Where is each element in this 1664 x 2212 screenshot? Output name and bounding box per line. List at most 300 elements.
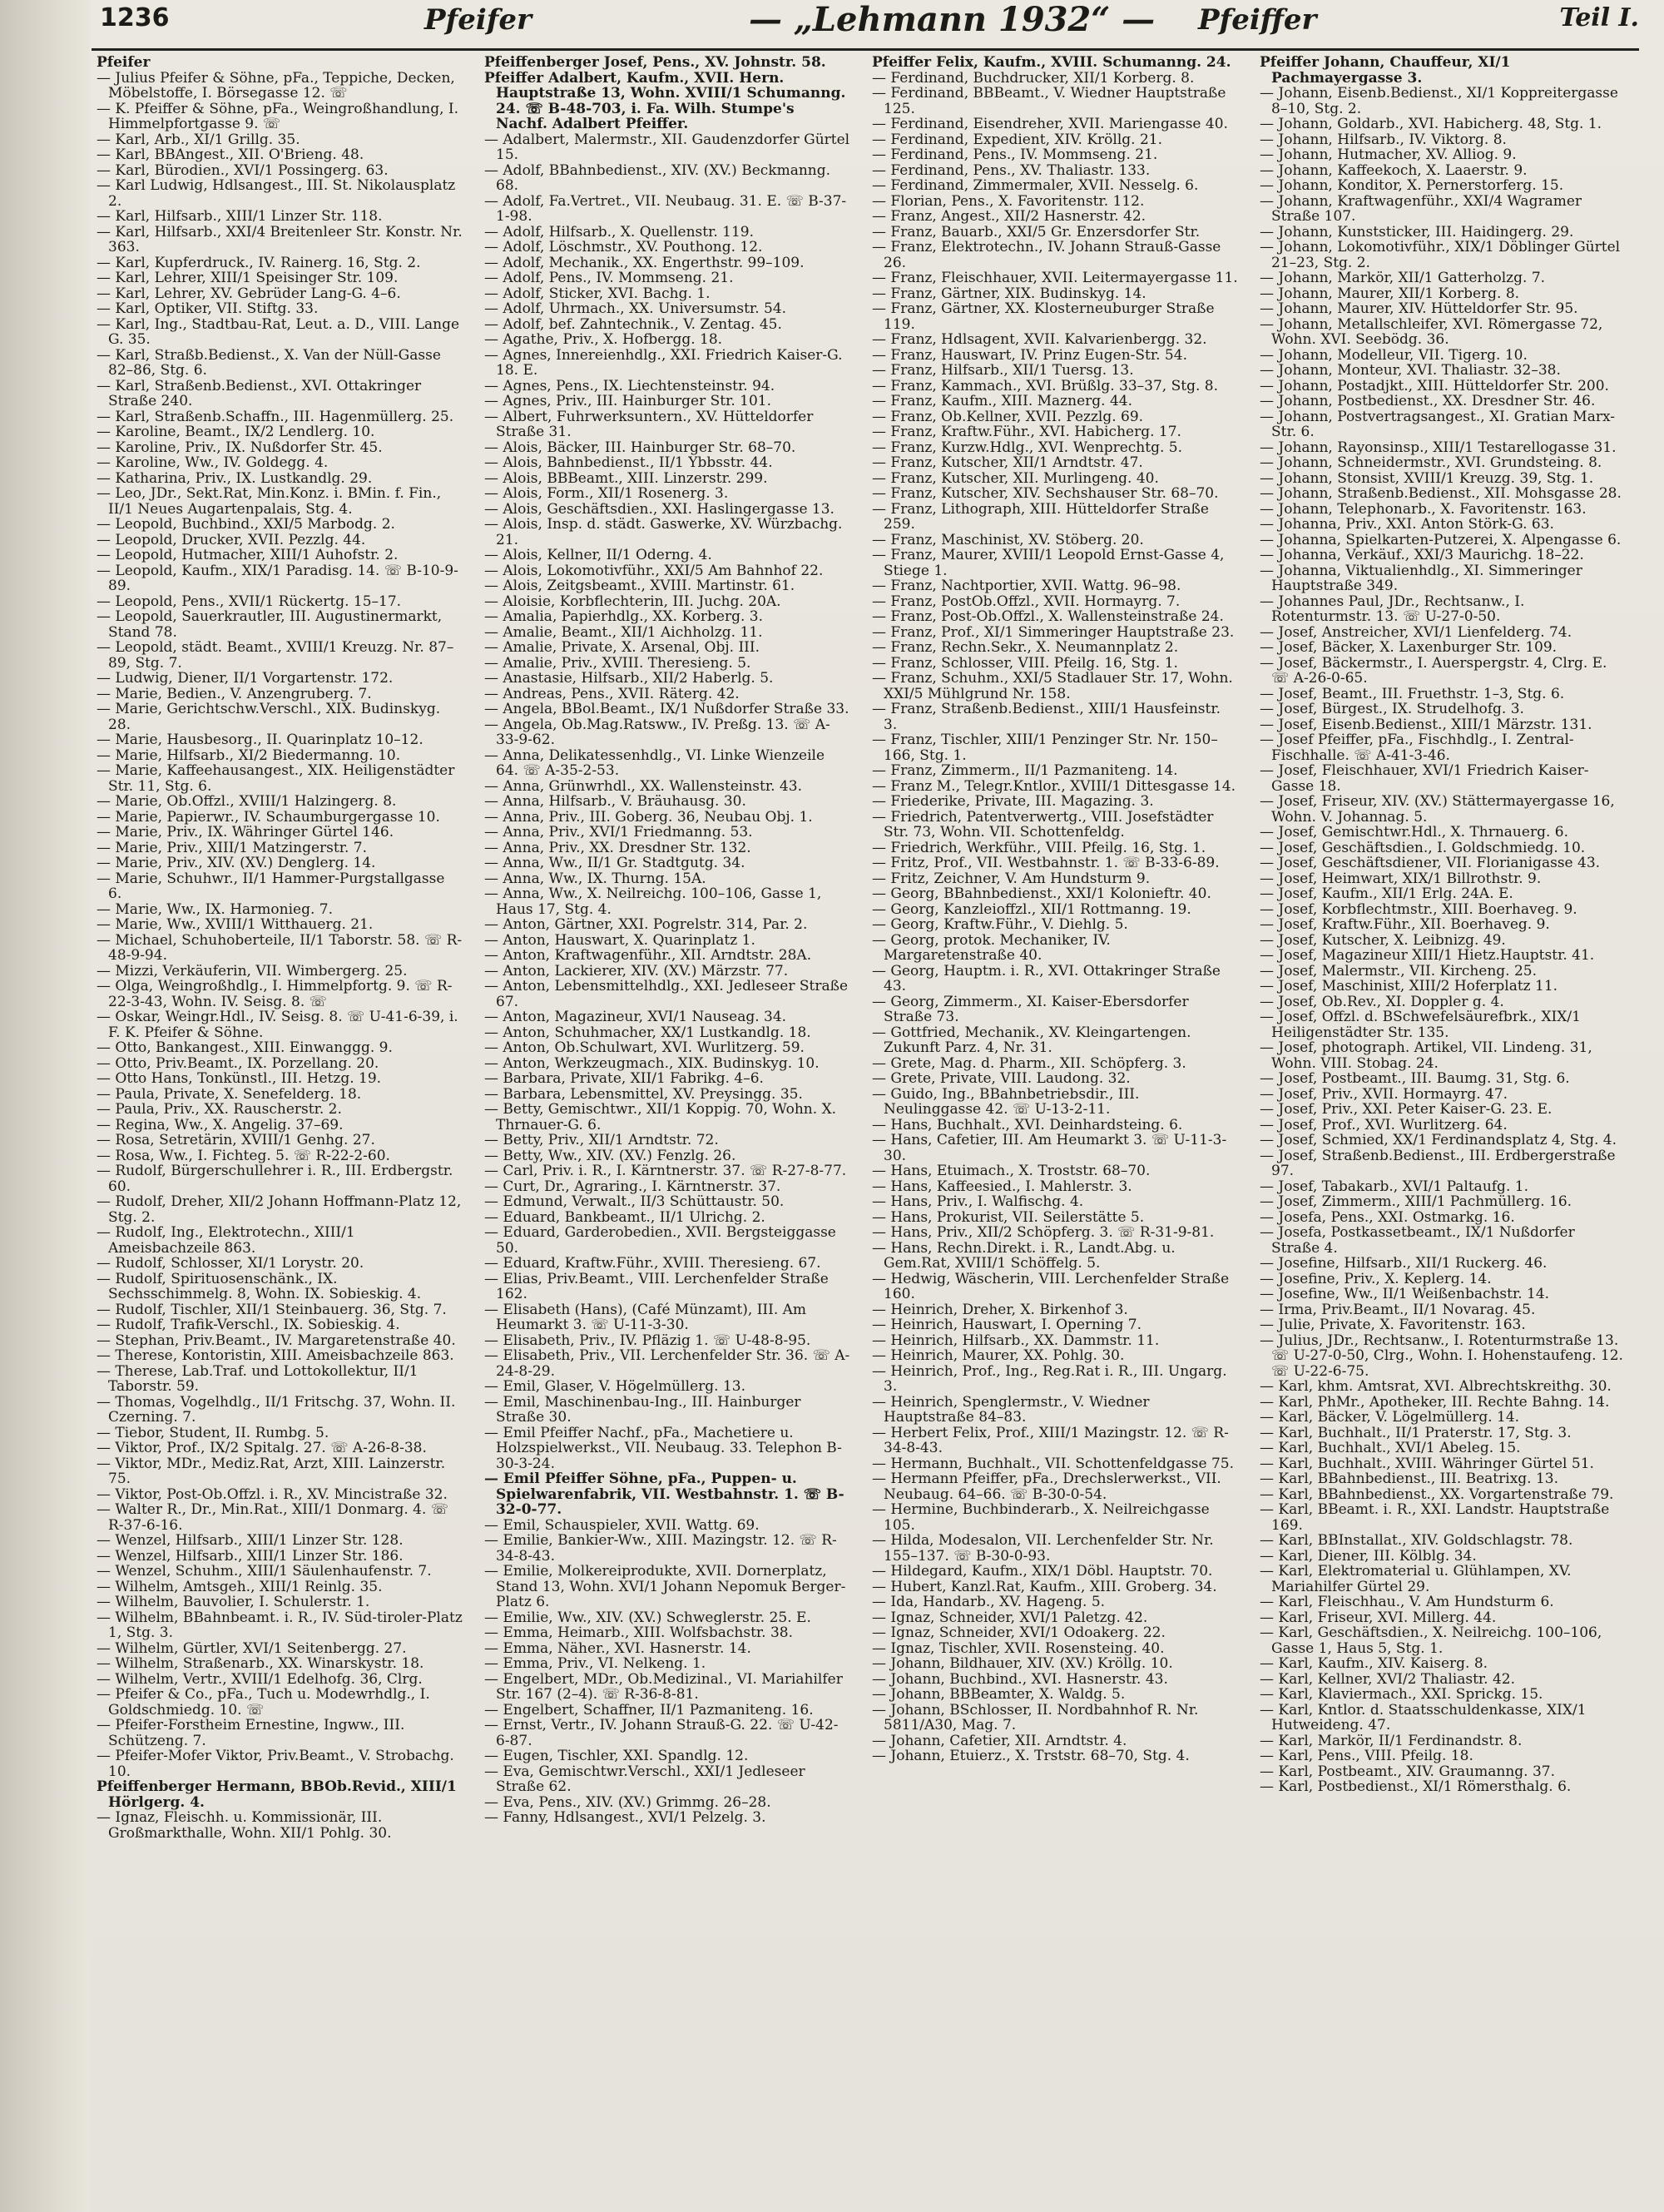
directory-entry: — Georg, protok. Mechaniker, IV. Margaretenstraße 40.	[872, 931, 1111, 964]
directory-entry: — Adolf, bef. Zahntechnik., V. Zentag. 45.	[484, 315, 782, 333]
page-number: 1236	[100, 3, 170, 32]
directory-entry: — Friedrich, Werkführ., VIII. Pfeilg. 16, Stg. 1.	[872, 839, 1206, 856]
directory-entry: — Georg, Hauptm. i. R., XVI. Ottakringer Straße 43.	[872, 962, 1221, 994]
directory-entry: — Eduard, Garderobedien., XVII. Bergsteiggasse 50.	[484, 1224, 836, 1257]
directory-entry: — Agnes, Innereienhdlg., XXI. Friedrich Kaiser-G. 18. E.	[484, 346, 843, 379]
directory-entry: — Ignaz, Tischler, XVII. Rosensteing. 40.	[872, 1639, 1165, 1657]
directory-entry: — Rudolf, Spirituosenschänk., IX. Sechsschimmelg. 8, Wohn. IX. Sobieskig. 4.	[97, 1270, 422, 1302]
directory-entry: — Johann, Etuierz., X. Trststr. 68–70, Stg. 4.	[872, 1748, 1190, 1764]
directory-entry: — Karl, Straßb.Bedienst., X. Van der Nüll-Gasse 82–86, Stg. 6.	[97, 346, 441, 379]
directory-entry: Pfeiffer Johann, Chauffeur, XI/1 Pachmayergasse 3.	[1260, 55, 1511, 87]
directory-entry: — Engelbert, Schaffner, II/1 Pazmaniteng. 16.	[484, 1701, 814, 1719]
directory-entry: — Karl, Diener, III. Kölblg. 34.	[1260, 1547, 1477, 1565]
directory-entry: — Georg, Kraftw.Führ., V. Diehlg. 5.	[872, 916, 1128, 933]
directory-entry: — Johann, Monteur, XVI. Thaliastr. 32–38.	[1260, 362, 1561, 379]
directory-entry: — Franz, Rechn.Sekr., X. Neumannplatz 2.	[872, 639, 1179, 656]
directory-entry: — Wilhelm, BBahnbeamt. i. R., IV. Süd-tiroler-Platz 1, Stg. 3.	[97, 1609, 463, 1641]
directory-entry: — Amalie, Private, X. Arsenal, Obj. III.	[484, 639, 760, 656]
directory-entry: — Leopold, Drucker, XVII. Pezzlg. 44.	[97, 531, 366, 548]
directory-entry: — Josefine, Hilfsarb., XII/1 Ruckerg. 46.	[1260, 1255, 1548, 1272]
directory-entry: — Eva, Pens., XIV. (XV.) Grimmg. 26–28.	[484, 1793, 771, 1811]
directory-entry: — Rosa, Ww., I. Fichteg. 5. ☏ R-22-2-60.	[97, 1147, 390, 1164]
directory-entry: — Heinrich, Prof., Ing., Reg.Rat i. R., III. Ungarg. 3.	[872, 1362, 1227, 1395]
directory-entry: — Anna, Hilfsarb., V. Bräuhausg. 30.	[484, 793, 746, 810]
directory-entry: — Anton, Magazineur, XVI/1 Nauseag. 34.	[484, 1009, 787, 1025]
directory-entry: — Karl, BBahnbedienst., XX. Vorgartenstraße 79.	[1260, 1485, 1614, 1503]
directory-entry: — Marie, Gerichtschw.Verschl., XIX. Budinskyg. 28.	[97, 701, 441, 733]
directory-entry: — Anna, Grünwrhdl., XX. Wallensteinstr. 43.	[484, 777, 802, 795]
directory-entry: — Emilie, Bankier-Ww., XIII. Mazingstr. 12. ☏ R-34-8-43.	[484, 1532, 837, 1565]
directory-entry: — Leo, JDr., Sekt.Rat, Min.Konz. i. BMin. f. Fin., II/1 Neues Augartenpalais, Stg. 4.	[97, 485, 442, 518]
directory-entry: — Rudolf, Trafik-Verschl., IX. Sobieskig. 4.	[97, 1317, 400, 1333]
directory-entry: — Johann, Hutmacher, XV. Alliog. 9.	[1260, 146, 1517, 163]
directory-entry: — Anton, Ob.Schulwart, XVI. Wurlitzerg. 59.	[484, 1039, 805, 1056]
directory-entry: — Franz, Kraftw.Führ., XVI. Habicherg. 17.	[872, 424, 1181, 440]
directory-entry: — Otto Hans, Tonkünstl., III. Hetzg. 19.	[97, 1070, 382, 1087]
directory-entry: — Georg, Kanzleioffzl., XII/1 Rottmanng. 19.	[872, 900, 1191, 918]
directory-entry: — Wenzel, Schuhm., XIII/1 Säulenhaufenstr. 7.	[97, 1563, 432, 1580]
directory-entry: — Karl, Bäcker, V. Lögelmüllerg. 14.	[1260, 1409, 1520, 1426]
directory-entry: — Paula, Priv., XX. Rauscherstr. 2.	[97, 1101, 342, 1118]
directory-entry: — Marie, Ww., XVIII/1 Witthauerg. 21.	[97, 916, 374, 933]
directory-entry: — Johann, Cafetier, XII. Arndtstr. 4.	[872, 1732, 1127, 1749]
directory-entry: — Anna, Ww., IX. Thurng. 15A.	[484, 870, 706, 887]
directory-entry: — Josef, photograph. Artikel, VII. Lindeng. 31, Wohn. VIII. Stobag. 24.	[1260, 1039, 1592, 1072]
directory-entry: — Johann, Metallschleifer, XVI. Römergasse 72, Wohn. XVI. Seebödg. 36.	[1260, 315, 1603, 348]
directory-entry: — Josef, Fleischhauer, XVI/1 Friedrich Kaiser-Gasse 18.	[1260, 762, 1589, 795]
directory-entry: — Angela, Ob.Mag.Ratsww., IV. Preßg. 13. ☏ A-33-9-62.	[484, 716, 830, 748]
directory-entry: — Adolf, Sticker, XVI. Bachg. 1.	[484, 285, 711, 302]
directory-entry: — Ignaz, Fleischh. u. Kommissionär, III. Großmarkthalle, Wohn. XII/1 Pohlg. 30.	[97, 1809, 392, 1842]
directory-entry: — Pfeifer & Co., pFa., Tuch u. Modewrhdlg., I. Goldschmiedg. 10. ☏	[97, 1686, 430, 1719]
directory-entry: — Anna, Priv., XX. Dresdner Str. 132.	[484, 839, 751, 856]
column-3	[867, 55, 1243, 2202]
directory-entry: — Walter R., Dr., Min.Rat., XIII/1 Donmarg. 4. ☏ R-37-6-16.	[97, 1501, 449, 1534]
directory-entry: — Karl, Optiker, VII. Stiftg. 33.	[97, 300, 319, 317]
directory-entry: — Thomas, Vogelhdlg., II/1 Fritschg. 37, Wohn. II. Czerning. 7.	[97, 1393, 456, 1426]
directory-entry: — Johann, Kraftwagenführ., XXI/4 Wagramer Straße 107.	[1260, 192, 1582, 225]
directory-entry: — Karl, Buchhalt., II/1 Praterstr. 17, Stg. 3.	[1260, 1424, 1572, 1441]
directory-entry: — Johann, Bildhauer, XIV. (XV.) Kröllg. 10.	[872, 1655, 1173, 1672]
directory-entry: — Katharina, Priv., IX. Lustkandlg. 29.	[97, 469, 373, 487]
directory-entry: — Georg, BBahnbedienst., XXI/1 Kolonieftr. 40.	[872, 885, 1211, 902]
directory-entry: — Josef, Bürgest., IX. Strudelhofg. 3.	[1260, 701, 1524, 717]
directory-entry: — Franz, Fleischhauer, XVII. Leitermayergasse 11.	[872, 270, 1238, 286]
directory-entry: — Karl, Markör, II/1 Ferdinandstr. 8.	[1260, 1732, 1523, 1749]
directory-entry: — Franz, Nachtportier, XVII. Wattg. 96–98.	[872, 578, 1181, 594]
directory-entry: — Ignaz, Schneider, XVI/1 Odoakerg. 22.	[872, 1624, 1166, 1641]
directory-entry: — Karoline, Ww., IV. Goldegg. 4.	[97, 454, 329, 471]
directory-entry: — Johann, Stonsist, XVIII/1 Kreuzg. 39, Stg. 1.	[1260, 469, 1594, 487]
directory-entry: — Anton, Hauswart, X. Quarinplatz 1.	[484, 931, 755, 949]
directory-entry: — Guido, Ing., BBahnbetriebsdir., III. Neulinggasse 42. ☏ U-13-2-11.	[872, 1085, 1140, 1118]
directory-entry: — Adolf, Uhrmach., XX. Universumstr. 54.	[484, 300, 787, 317]
header-title: — „Lehmann 1932“ —	[749, 0, 1156, 39]
directory-entry: — Marie, Papierwr., IV. Schaumburgergasse 10.	[97, 808, 440, 826]
directory-entry: — Johann, Postbedienst., XX. Dresdner Str. 46.	[1260, 393, 1596, 409]
directory-entry: — Karl, BBeamt. i. R., XXI. Landstr. Hauptstraße 169.	[1260, 1501, 1610, 1534]
directory-entry: — Johann, Postadjkt., XIII. Hütteldorfer Str. 200.	[1260, 377, 1609, 394]
directory-entry: — Rosa, Setretärin, XVIII/1 Genhg. 27.	[97, 1132, 375, 1148]
directory-entry: — Marie, Bedien., V. Anzengruberg. 7.	[97, 685, 372, 702]
directory-entry: — Emil, Schauspieler, XVII. Wattg. 69.	[484, 1516, 760, 1534]
directory-entry: — Franz, Gärtner, XX. Klosterneuburger Straße 119.	[872, 300, 1215, 333]
directory-entry: — Karl, Buchhalt., XVIII. Währinger Gürtel 51.	[1260, 1455, 1594, 1472]
directory-entry: — Betty, Gemischtwr., XII/1 Koppig. 70, Wohn. X. Thrnauer-G. 6.	[484, 1101, 837, 1133]
directory-entry: — Karl, BBInstallat., XIV. Goldschlagstr. 78.	[1260, 1532, 1573, 1549]
directory-entry: — Karl, Hilfsarb., XXI/4 Breitenleer Str. Konstr. Nr. 363.	[97, 223, 463, 255]
directory-entry: — Florian, Pens., X. Favoritenstr. 112.	[872, 192, 1145, 210]
directory-entry: — Karl, Straßenb.Bedienst., XVI. Ottakringer Straße 240.	[97, 377, 422, 409]
directory-entry: — Josef Pfeiffer, pFa., Fischhdlg., I. Zentral-Fischhalle. ☏ A-41-3-46.	[1260, 732, 1574, 764]
directory-entry: — Wenzel, Hilfsarb., XIII/1 Linzer Str. 128.	[97, 1532, 404, 1549]
directory-entry: — Josef, Korbflechtmstr., XIII. Boerhaveg. 9.	[1260, 900, 1577, 918]
directory-entry: — Elisabeth (Hans), (Café Münzamt), III. Am Heumarkt 3. ☏ U-11-3-30.	[484, 1301, 807, 1333]
directory-entry: — Hedwig, Wäscherin, VIII. Lerchenfelder Straße 160.	[872, 1270, 1230, 1302]
directory-entry: — Franz, Elektrotechn., IV. Johann Strauß-Gasse 26.	[872, 239, 1221, 271]
directory-entry: — Marie, Priv., XIV. (XV.) Denglerg. 14.	[97, 855, 376, 871]
directory-entry: — Marie, Ww., IX. Harmonieg. 7.	[97, 900, 334, 918]
directory-entry: — Irma, Priv.Beamt., II/1 Novarag. 45.	[1260, 1301, 1536, 1318]
directory-entry: — Karl, Postbedienst., XI/1 Römersthalg. 6.	[1260, 1778, 1572, 1795]
directory-entry: — Marie, Schuhwr., II/1 Hammer-Purgstallgasse 6.	[97, 870, 445, 902]
directory-entry: — Rudolf, Tischler, XII/1 Steinbauerg. 36, Stg. 7.	[97, 1301, 447, 1318]
directory-entry: — Josef, Anstreicher, XVI/1 Lienfelderg. 74.	[1260, 623, 1572, 641]
directory-entry: — Johann, Postvertragsangest., XI. Gratian Marx-Str. 6.	[1260, 408, 1615, 440]
directory-entry: — Heinrich, Hauswart, I. Operning 7.	[872, 1317, 1142, 1333]
directory-entry: — Johann, Modelleur, VII. Tigerg. 10.	[1260, 346, 1528, 364]
directory-entry: — Josef, Eisenb.Bedienst., XIII/1 Märzstr. 131.	[1260, 716, 1592, 733]
directory-entry: — Grete, Mag. d. Pharm., XII. Schöpferg. 3.	[872, 1054, 1186, 1072]
directory-entry: — Anna, Priv., XVI/1 Friedmanng. 53.	[484, 824, 753, 841]
directory-entry: — Friedrich, Patentverwertg., VIII. Josefstädter Str. 73, Wohn. VII. Schottenfeldg.	[872, 808, 1214, 841]
directory-entry: — Karl, Geschäftsdien., X. Neilreichg. 100–106, Gasse 1, Haus 5, Stg. 1.	[1260, 1624, 1602, 1657]
directory-entry: — Franz, Kutscher, XII. Murlingeng. 40.	[872, 469, 1159, 487]
directory-entry: — Friederike, Private, III. Magazing. 3.	[872, 793, 1154, 810]
directory-entry: — Emil Pfeiffer Nachf., pFa., Machetiere u. Holzspielwerkst., VII. Neubaug. 33. Telephon B-30-3-24.	[484, 1424, 842, 1472]
directory-entry: — Josef, Schmied, XX/1 Ferdinandsplatz 4, Stg. 4.	[1260, 1132, 1617, 1148]
directory-entry: — Karl Ludwig, Hdlsangest., III. St. Nikolausplatz 2.	[97, 177, 456, 210]
directory-entry: — Franz, Zimmerm., II/1 Pazmaniteng. 14.	[872, 762, 1178, 779]
directory-entry: — Karl, Straßenb.Schaffn., III. Hagenmüllerg. 25.	[97, 408, 454, 425]
directory-entry: — Ferdinand, Buchdrucker, XII/1 Korberg. 8.	[872, 69, 1195, 87]
directory-entry: — Julius, JDr., Rechtsanw., I. Rotenturmstraße 13. ☏ U-27-0-50, Clrg., Wohn. I. Hohenstaufeng. 12. ☏ U-22-6-75.	[1260, 1332, 1623, 1380]
directory-entry: — Karl, Pens., VIII. Pfeilg. 18.	[1260, 1748, 1473, 1764]
directory-entry: — Franz, Angest., XII/2 Hasnerstr. 42.	[872, 208, 1146, 225]
directory-entry: — Franz, Gärtner, XIX. Budinskyg. 14.	[872, 285, 1146, 302]
header-right-word: Pfeiffer	[1198, 3, 1317, 37]
directory-entry: — Leopold, Kaufm., XIX/1 Paradisg. 14. ☏ B-10-9-89.	[97, 562, 458, 594]
directory-entry: Pfeifer	[97, 55, 151, 71]
directory-entry: — Johann, Maurer, XIV. Hütteldorfer Str. 95.	[1260, 300, 1578, 317]
directory-entry: — Adolf, BBahnbedienst., XIV. (XV.) Beckmanng. 68.	[484, 161, 831, 194]
directory-entry: — Emil, Glaser, V. Högelmüllerg. 13.	[484, 1378, 746, 1395]
directory-entry: — Josef, Geschäftsdien., I. Goldschmiedg. 10.	[1260, 839, 1586, 856]
directory-entry: — Johanna, Priv., XXI. Anton Störk-G. 63.	[1260, 516, 1554, 533]
directory-entry: — Hans, Priv., XII/2 Schöpferg. 3. ☏ R-31-9-81.	[872, 1224, 1215, 1241]
directory-entry: — Engelbert, MDr., Ob.Medizinal., VI. Mariahilfer Str. 167 (2–4). ☏ R-36-8-81.	[484, 1670, 843, 1703]
directory-entry: — Karl, Klaviermach., XXI. Sprickg. 15.	[1260, 1686, 1543, 1703]
page-binding-shadow	[0, 0, 90, 2212]
directory-entry: — Wilhelm, Bauvolier, I. Schulerstr. 1.	[97, 1594, 370, 1610]
directory-entry: — Emilie, Ww., XIV. (XV.) Schweglerstr. 25. E.	[484, 1609, 811, 1626]
directory-entry: — Franz, Schlosser, VIII. Pfeilg. 16, Stg. 1.	[872, 654, 1178, 672]
directory-entry: — Grete, Private, VIII. Laudong. 32.	[872, 1070, 1131, 1087]
directory-entry: — Josef, Beamt., III. Fruethstr. 1–3, Stg. 6.	[1260, 685, 1565, 702]
directory-entry: — Franz, Lithograph, XIII. Hütteldorfer Straße 259.	[872, 500, 1209, 533]
directory-entry: — Emma, Näher., XVI. Hasnerstr. 14.	[484, 1639, 751, 1657]
directory-entry: — Emma, Heimarb., XIII. Wolfsbachstr. 38.	[484, 1624, 794, 1641]
directory-entry: — Ferdinand, Eisendreher, XVII. Mariengasse 40.	[872, 116, 1228, 132]
directory-entry: — Karl, Ing., Stadtbau-Rat, Leut. a. D., VIII. Lange G. 35.	[97, 315, 460, 348]
directory-entry: Pfeiffer Adalbert, Kaufm., XVII. Hern. Hauptstraße 13, Wohn. XVIII/1 Schumanng. 24. ☏ B-48-703, i. Fa. Wilh. Stumpe's Nachf. Adalbert Pfeiffer.	[484, 69, 846, 132]
directory-entry: — Franz, Post-Ob.Offzl., X. Wallensteinstraße 24.	[872, 608, 1224, 625]
directory-entry: — Marie, Priv., XIII/1 Matzingerstr. 7.	[97, 839, 368, 856]
directory-entry: — Josefa, Postkassetbeamt., IX/1 Nußdorfer Straße 4.	[1260, 1224, 1575, 1257]
directory-entry: — Anton, Kraftwagenführ., XII. Arndtstr. 28A.	[484, 947, 812, 964]
directory-entry: — Ferdinand, Expedient, XIV. Kröllg. 21.	[872, 131, 1162, 148]
directory-entry: — Josef, Magazineur XIII/1 Hietz.Hauptstr. 41.	[1260, 947, 1595, 964]
directory-entry: — Johann, Markör, XII/1 Gatterholzg. 7.	[1260, 270, 1546, 286]
directory-entry: — Karl, Hilfsarb., XIII/1 Linzer Str. 118.	[97, 208, 383, 225]
directory-entry: — Rudolf, Ing., Elektrotechn., XIII/1 Ameisbachzeile 863.	[97, 1224, 355, 1257]
directory-entry: — Hans, Prokurist, VII. Seilerstätte 5.	[872, 1208, 1145, 1226]
directory-entry: — Amalie, Priv., XVIII. Theresieng. 5.	[484, 654, 751, 672]
directory-entry: — Leopold, städt. Beamt., XVIII/1 Kreuzg. Nr. 87–89, Stg. 7.	[97, 639, 454, 672]
directory-entry: — Karl, PhMr., Apotheker, III. Rechte Bahng. 14.	[1260, 1393, 1610, 1411]
directory-entry: — Johann, Eisenb.Bedienst., XI/1 Koppreitergasse 8–10, Stg. 2.	[1260, 85, 1618, 117]
directory-entry: — Anna, Ww., II/1 Gr. Stadtgutg. 34.	[484, 855, 745, 871]
directory-entry: — Agathe, Priv., X. Hofbergg. 18.	[484, 331, 723, 348]
directory-entry: — Carl, Priv. i. R., I. Kärntnerstr. 37. ☏ R-27-8-77.	[484, 1163, 847, 1179]
directory-entry: — Alois, Zeitgsbeamt., XVIII. Martinstr. 61.	[484, 578, 795, 594]
directory-entry: — Franz, Kutscher, XII/1 Arndtstr. 47.	[872, 454, 1143, 471]
directory-entry: — Karl, Postbeamt., XIV. Graumanng. 37.	[1260, 1763, 1555, 1780]
directory-entry: — Otto, Priv.Beamt., IX. Porzellang. 20.	[97, 1054, 379, 1072]
directory-entry: — Julie, Private, X. Favoritenstr. 163.	[1260, 1317, 1526, 1333]
directory-entry: — Albert, Fuhrwerksuntern., XV. Hütteldorfer Straße 31.	[484, 408, 814, 440]
directory-entry: — Ferdinand, Pens., XV. Thaliastr. 133.	[872, 161, 1151, 179]
directory-entry: — Franz, Straßenb.Bedienst., XIII/1 Hausfeinstr. 3.	[872, 701, 1221, 733]
directory-entry: — Emilie, Molkereiprodukte, XVII. Dornerplatz, Stand 13, Wohn. XVI/1 Johann Nepomuk Berger-Platz 6.	[484, 1563, 846, 1610]
directory-entry: — Emil, Maschinenbau-Ing., III. Hainburger Straße 30.	[484, 1393, 801, 1426]
directory-entry: — Johann, BSchlosser, II. Nordbahnhof R. Nr. 5811/A30, Mag. 7.	[872, 1701, 1199, 1733]
directory-entry: — Karl, Lehrer, XV. Gebrüder Lang-G. 4–6.	[97, 285, 401, 302]
directory-entry: — Franz, Hdlsagent, XVII. Kalvarienbergg. 32.	[872, 331, 1207, 348]
directory-entry: — Emil Pfeiffer Söhne, pFa., Puppen- u. Spielwarenfabrik, VII. Westbahnstr. 1. ☏ B-32-0-77.	[484, 1471, 844, 1518]
page-header	[92, 0, 1639, 51]
directory-entry: — Hans, Rechn.Direkt. i. R., Landt.Abg. u. Gem.Rat, XVIII/1 Schöffelg. 5.	[872, 1239, 1176, 1272]
directory-entry: — Karl, Buchhalt., XVI/1 Abeleg. 15.	[1260, 1440, 1521, 1456]
directory-entry: — Georg, Zimmerm., XI. Kaiser-Ebersdorfer Straße 73.	[872, 993, 1189, 1025]
directory-entry: — Karl, Kntlor. d. Staatsschuldenkasse, XIX/1 Hutweideng. 47.	[1260, 1701, 1587, 1733]
directory-entry: — Anton, Lackierer, XIV. (XV.) Märzstr. 77.	[484, 962, 789, 980]
directory-entry: — Hubert, Kanzl.Rat, Kaufm., XIII. Groberg. 34.	[872, 1578, 1217, 1595]
directory-entry: — Franz, PostOb.Offzl., XVII. Hormayrg. 7.	[872, 593, 1181, 610]
directory-entry: — Fanny, Hdlsangest., XVI/1 Pelzelg. 3.	[484, 1809, 766, 1826]
directory-entry: — Elisabeth, Priv., VII. Lerchenfelder Str. 36. ☏ A-24-8-29.	[484, 1347, 850, 1380]
directory-entry: — Leopold, Pens., XVII/1 Rückertg. 15–17.	[97, 593, 402, 610]
directory-entry: — Anton, Gärtner, XXI. Pogrelstr. 314, Par. 2.	[484, 916, 808, 933]
directory-entry: — Josef, Malermstr., VII. Kircheng. 25.	[1260, 962, 1538, 980]
directory-entry: — Josef, Geschäftsdiener, VII. Florianigasse 43.	[1260, 855, 1601, 871]
directory-entry: — Hans, Buchhalt., XVI. Deinhardsteing. 6.	[872, 1116, 1183, 1133]
directory-entry: — Karl, Friseur, XVI. Millerg. 44.	[1260, 1609, 1497, 1626]
header-part: Teil I.	[1559, 3, 1639, 32]
directory-entry: — Josefine, Ww., II/1 Weißenbachstr. 14.	[1260, 1286, 1550, 1302]
directory-entry: — Rudolf, Schlosser, XI/1 Lorystr. 20.	[97, 1255, 364, 1272]
directory-entry: — Betty, Ww., XIV. (XV.) Fenzlg. 26.	[484, 1147, 736, 1164]
directory-entry: — Fritz, Prof., VII. Westbahnstr. 1. ☏ B-33-6-89.	[872, 855, 1220, 871]
directory-entry: — Heinrich, Maurer, XX. Pohlg. 30.	[872, 1347, 1125, 1364]
directory-entry: — Johann, Rayonsinsp., XIII/1 Testarellogasse 31.	[1260, 439, 1617, 456]
directory-entry: — Karl, Arb., XI/1 Grillg. 35.	[97, 131, 300, 148]
directory-entry: — Johann, Konditor, X. Pernerstorferg. 15.	[1260, 177, 1564, 194]
directory-entry: — Anna, Delikatessenhdlg., VI. Linke Wienzeile 64. ☏ A-35-2-53.	[484, 746, 825, 779]
directory-entry: — Olga, Weingroßhdlg., I. Himmelpfortg. 9. ☏ R-22-3-43, Wohn. IV. Seisg. 8. ☏	[97, 978, 453, 1010]
directory-entry: — Adolf, Pens., IV. Mommseng. 21.	[484, 270, 734, 286]
directory-entry: — Viktor, Prof., IX/2 Spitalg. 27. ☏ A-26-8-38.	[97, 1440, 427, 1456]
directory-entry: — Anton, Werkzeugmach., XIX. Budinskyg. 10.	[484, 1054, 820, 1072]
column-1	[92, 55, 468, 2202]
directory-entry: — Johann, BBBeamter, X. Waldg. 5.	[872, 1686, 1126, 1703]
directory-entry: — Karl, Kaufm., XIV. Kaiserg. 8.	[1260, 1655, 1488, 1672]
directory-entry: — Johann, Kunststicker, III. Haidingerg. 29.	[1260, 223, 1574, 241]
directory-entry: — Josef, Offzl. d. BSchwefelsäurefbrk., XIX/1 Heiligenstädter Str. 135.	[1260, 1009, 1581, 1041]
directory-entry: — Anton, Lebensmittelhdlg., XXI. Jedleseer Straße 67.	[484, 978, 849, 1010]
directory-entry: — Michael, Schuhoberteile, II/1 Taborstr. 58. ☏ R-48-9-94.	[97, 931, 463, 964]
directory-entry: — Franz, Prof., XI/1 Simmeringer Hauptstraße 23.	[872, 623, 1235, 641]
directory-entry: — K. Pfeiffer & Söhne, pFa., Weingroßhandlung, I. Himmelpfortgasse 9. ☏	[97, 100, 459, 132]
directory-entry: — Regina, Ww., X. Angelig. 37–69.	[97, 1116, 344, 1133]
column-2	[479, 55, 855, 2202]
directory-entry: — Josef, Postbeamt., III. Baumg. 31, Stg. 6.	[1260, 1070, 1570, 1087]
directory-entry: — Leopold, Buchbind., XXI/5 Marbodg. 2.	[97, 516, 395, 533]
directory-entry: — Agnes, Pens., IX. Liechtensteinstr. 94.	[484, 377, 775, 394]
directory-entry: — Julius Pfeifer & Söhne, pFa., Teppiche, Decken, Möbelstoffe, I. Börsegasse 12. ☏	[97, 69, 455, 102]
directory-entry: — Curt, Dr., Agraring., I. Kärntnerstr. 37.	[484, 1178, 781, 1195]
directory-entry: — Johannes Paul, JDr., Rechtsanw., I. Rotenturmstr. 13. ☏ U-27-0-50.	[1260, 593, 1525, 625]
directory-entry: — Anton, Schuhmacher, XX/1 Lustkandlg. 18.	[484, 1024, 811, 1041]
directory-entry: — Amalia, Papierhdlg., XX. Korberg. 3.	[484, 608, 764, 625]
directory-entry: — Alois, Lokomotivführ., XXI/5 Am Bahnhof 22.	[484, 562, 824, 579]
directory-entry: — Josef, Priv., XXI. Peter Kaiser-G. 23. E.	[1260, 1101, 1553, 1118]
directory-entry: — Josefa, Pens., XXI. Ostmarkg. 16.	[1260, 1208, 1515, 1226]
directory-entry: — Franz, Kammach., XVI. Brüßlg. 33–37, Stg. 8.	[872, 377, 1218, 394]
directory-entry: — Barbara, Private, XII/1 Fabrikg. 4–6.	[484, 1070, 764, 1087]
directory-entry: — Karl, Kellner, XVI/2 Thaliastr. 42.	[1260, 1670, 1515, 1688]
directory-entry: — Hildegard, Kaufm., XIX/1 Döbl. Hauptstr. 70.	[872, 1563, 1213, 1580]
directory-columns	[92, 55, 1639, 2202]
directory-entry: — Herbert Felix, Prof., XIII/1 Mazingstr. 12. ☏ R-34-8-43.	[872, 1424, 1229, 1456]
directory-entry: — Paula, Private, X. Senefelderg. 18.	[97, 1085, 362, 1103]
directory-entry: — Franz, Hilfsarb., XII/1 Tuersg. 13.	[872, 362, 1134, 379]
directory-entry: — Alois, Kellner, II/1 Oderng. 4.	[484, 547, 712, 563]
directory-entry: — Johann, Kaffeekoch, X. Laaerstr. 9.	[1260, 161, 1528, 179]
directory-entry: — Tiebor, Student, II. Rumbg. 5.	[97, 1424, 329, 1441]
directory-entry: — Otto, Bankangest., XIII. Einwanggg. 9.	[97, 1039, 393, 1056]
directory-entry: — Johann, Hilfsarb., IV. Viktorg. 8.	[1260, 131, 1507, 148]
directory-entry: — Barbara, Lebensmittel, XV. Preysingg. 35.	[484, 1085, 803, 1103]
directory-entry: — Franz, Kaufm., XIII. Maznerg. 44.	[872, 393, 1132, 409]
directory-entry: — Oskar, Weingr.Hdl., IV. Seisg. 8. ☏ U-41-6-39, i. F. K. Pfeifer & Söhne.	[97, 1009, 458, 1041]
directory-entry: — Hans, Priv., I. Walfischg. 4.	[872, 1193, 1084, 1210]
directory-entry: — Josef, Gemischtwr.Hdl., X. Thrnauerg. 6.	[1260, 824, 1568, 841]
directory-entry: — Johann, Schneidermstr., XVI. Grundsteing. 8.	[1260, 454, 1602, 471]
header-left-word: Pfeifer	[424, 3, 532, 37]
directory-entry: — Josef, Priv., XVII. Hormayrg. 47.	[1260, 1085, 1508, 1103]
directory-entry: — Wilhelm, Vertr., XVIII/1 Edelhofg. 36, Clrg.	[97, 1670, 423, 1688]
directory-entry: — Josef, Bäckermstr., I. Auerspergstr. 4, Clrg. E. ☏ A-26-0-65.	[1260, 654, 1607, 687]
directory-entry: — Hermann, Buchhalt., VII. Schottenfeldgasse 75.	[872, 1455, 1235, 1472]
directory-entry: — Angela, BBol.Beamt., IX/1 Nußdorfer Straße 33.	[484, 701, 849, 717]
directory-entry: — Marie, Priv., IX. Währinger Gürtel 146.	[97, 824, 394, 841]
directory-entry: — Karl, khm. Amtsrat, XVI. Albrechtskreithg. 30.	[1260, 1378, 1612, 1395]
column-4	[1255, 55, 1631, 2202]
directory-entry: — Marie, Kaffeehausangest., XIX. Heiligenstädter Str. 11, Stg. 6.	[97, 762, 455, 795]
directory-entry: — Josef, Bäcker, X. Laxenburger Str. 109.	[1260, 639, 1558, 656]
directory-entry: — Agnes, Priv., III. Hainburger Str. 101.	[484, 393, 772, 409]
directory-entry: — Josef, Straßenb.Bedienst., III. Erdbergerstraße 97.	[1260, 1147, 1616, 1179]
directory-entry: — Adolf, Mechanik., XX. Engerthstr. 99–109.	[484, 254, 805, 271]
directory-entry: — Ernst, Vertr., IV. Johann Strauß-G. 22. ☏ U-42-6-87.	[484, 1717, 839, 1749]
directory-entry: — Karl, Lehrer, XIII/1 Speisinger Str. 109.	[97, 270, 399, 286]
directory-entry: — Viktor, Post-Ob.Offzl. i. R., XV. Mincistraße 32.	[97, 1485, 448, 1503]
directory-entry: — Adolf, Löschmstr., XV. Pouthong. 12.	[484, 239, 763, 255]
directory-entry: — Aloisie, Korbflechterin, III. Juchg. 20A.	[484, 593, 781, 610]
directory-entry: — Heinrich, Hilfsarb., XX. Dammstr. 11.	[872, 1332, 1160, 1349]
directory-entry: — Rudolf, Bürgerschullehrer i. R., III. Erdbergstr. 60.	[97, 1163, 453, 1195]
directory-entry: — Josef, Heimwart, XIX/1 Billrothstr. 9.	[1260, 870, 1542, 887]
directory-entry: — Betty, Priv., XII/1 Arndtstr. 72.	[484, 1132, 719, 1148]
directory-entry: — Amalie, Beamt., XII/1 Aichholzg. 11.	[484, 623, 763, 641]
directory-entry: — Marie, Ob.Offzl., XVIII/1 Halzingerg. 8.	[97, 793, 397, 810]
directory-entry: — Franz, Kutscher, XIV. Sechshauser Str. 68–70.	[872, 485, 1219, 502]
directory-entry: — Anna, Priv., III. Goberg. 36, Neubau Obj. 1.	[484, 808, 813, 826]
directory-entry: — Alois, Bahnbedienst., II/1 Ybbsstr. 44.	[484, 454, 773, 471]
directory-entry: — Wilhelm, Amtsgeh., XIII/1 Reinlg. 35.	[97, 1578, 383, 1595]
directory-entry: — Josefine, Priv., X. Keplerg. 14.	[1260, 1270, 1492, 1287]
directory-entry: — Franz, Maschinist, XV. Stöberg. 20.	[872, 531, 1144, 548]
directory-entry: — Marie, Hilfsarb., XI/2 Biedermanng. 10.	[97, 746, 401, 764]
directory-entry: — Adalbert, Malermstr., XII. Gaudenzdorfer Gürtel 15.	[484, 131, 850, 163]
directory-entry: — Wilhelm, Gürtler, XVI/1 Seitenbergg. 27.	[97, 1639, 407, 1657]
directory-entry: — Viktor, MDr., Mediz.Rat, Arzt, XIII. Lainzerstr. 75.	[97, 1455, 446, 1487]
directory-entry: — Elias, Priv.Beamt., VIII. Lerchenfelder Straße 162.	[484, 1270, 829, 1302]
directory-entry: — Ludwig, Diener, II/1 Vorgartenstr. 172.	[97, 670, 394, 687]
directory-entry: — Karl, BBAngest., XII. O'Brieng. 48.	[97, 146, 364, 163]
directory-entry: — Hans, Kaffeesied., I. Mahlerstr. 3.	[872, 1178, 1132, 1195]
directory-entry: — Therese, Lab.Traf. und Lottokollektur, II/1 Taborstr. 59.	[97, 1362, 418, 1395]
directory-entry: — Anna, Ww., X. Neilreichg. 100–106, Gasse 1, Haus 17, Stg. 4.	[484, 885, 822, 918]
directory-entry: — Adolf, Fa.Vertret., VII. Neubaug. 31. E. ☏ B-37-1-98.	[484, 192, 847, 225]
directory-entry: — Johann, Goldarb., XVI. Habicherg. 48, Stg. 1.	[1260, 116, 1602, 132]
directory-entry: — Stephan, Priv.Beamt., IV. Margaretenstraße 40.	[97, 1332, 456, 1349]
directory-entry: — Andreas, Pens., XVII. Räterg. 42.	[484, 685, 740, 702]
directory-entry: — Hermine, Buchbinderarb., X. Neilreichgasse 105.	[872, 1501, 1210, 1534]
directory-entry: — Franz, Ob.Kellner, XVII. Pezzlg. 69.	[872, 408, 1144, 425]
directory-entry: — Wenzel, Hilfsarb., XIII/1 Linzer Str. 186.	[97, 1547, 404, 1565]
directory-entry: — Alois, Geschäftsdien., XXI. Haslingergasse 13.	[484, 500, 834, 518]
directory-entry: — Alois, BBBeamt., XIII. Linzerstr. 299.	[484, 469, 768, 487]
directory-entry: — Ida, Handarb., XV. Hageng. 5.	[872, 1594, 1106, 1610]
directory-entry: — Eduard, Kraftw.Führ., XVIII. Theresieng. 67.	[484, 1255, 821, 1272]
directory-entry: — Fritz, Zeichner, V. Am Hundsturm 9.	[872, 870, 1151, 887]
directory-entry: — Karoline, Beamt., IX/2 Lendlerg. 10.	[97, 424, 375, 440]
directory-entry: — Josef, Tabakarb., XVI/1 Paltaufg. 1.	[1260, 1178, 1528, 1195]
directory-entry: — Wilhelm, Straßenarb., XX. Winarskystr. 18.	[97, 1655, 424, 1672]
directory-entry: — Franz, Kurzw.Hdlg., XVI. Wenprechtg. 5.	[872, 439, 1182, 456]
